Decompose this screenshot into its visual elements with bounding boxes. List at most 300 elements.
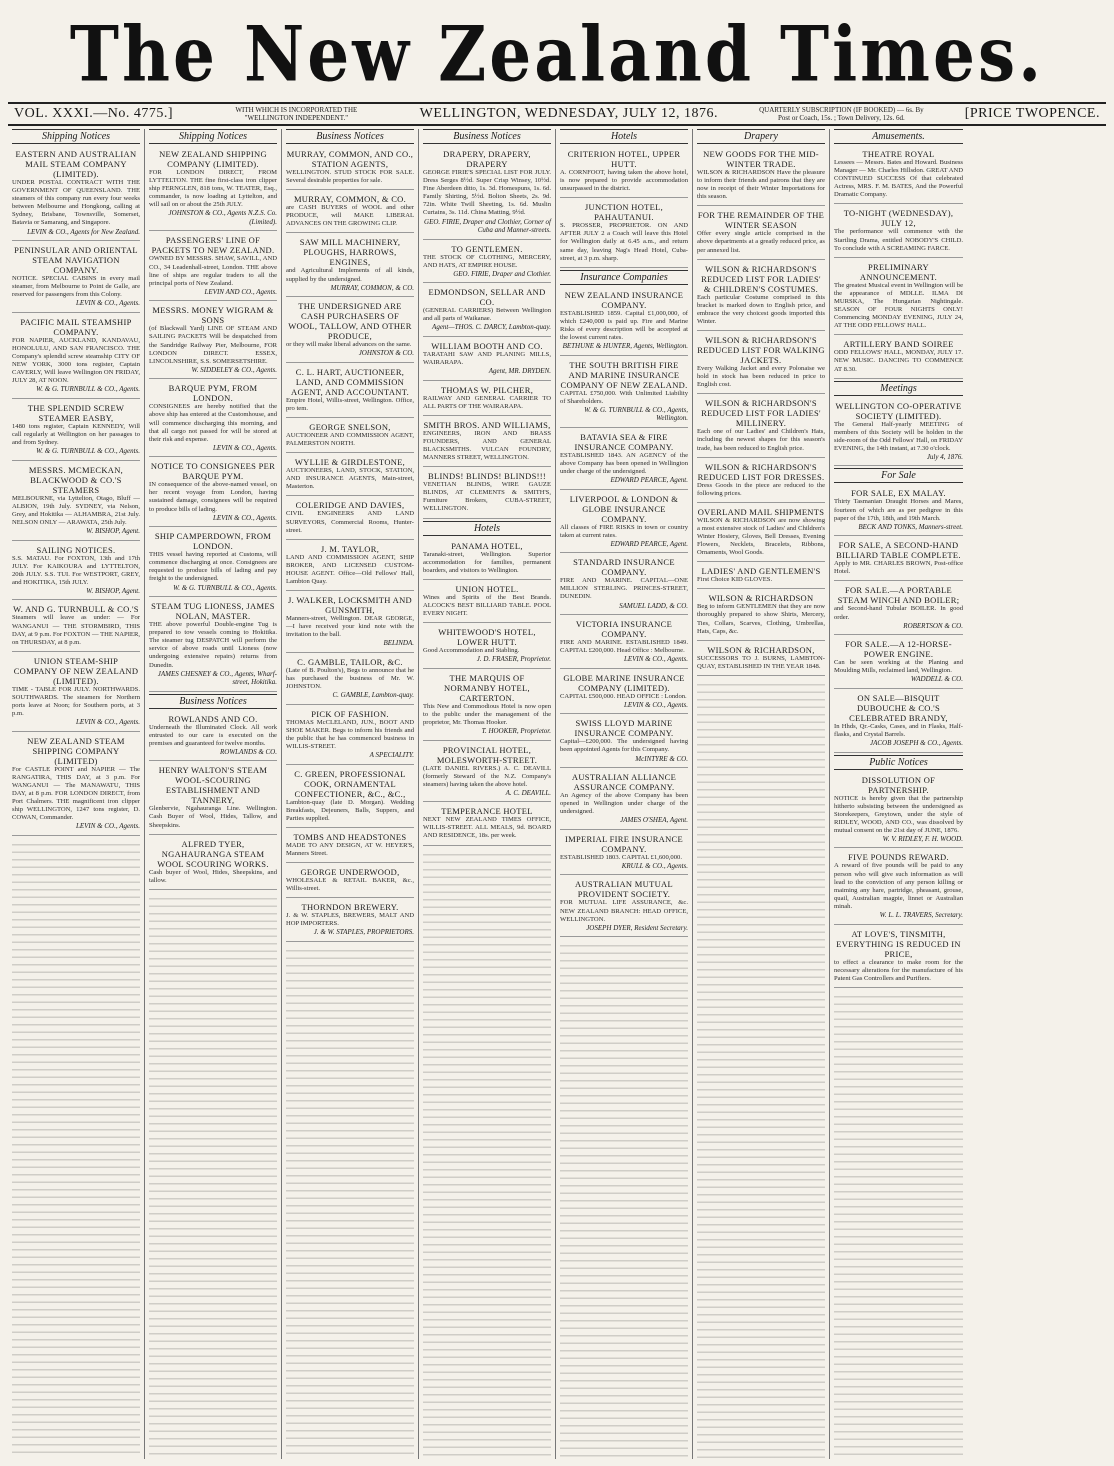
section-heading: Amusements. <box>834 129 963 144</box>
ad-body: FIRE AND MARINE. CAPITAL—ONE MILLION STERLING. PRINCES-STREET, DUNEDIN. <box>560 577 688 601</box>
advertisement <box>12 243 140 313</box>
ad-body: FOR MUTUAL LIFE ASSURANCE, &c. NEW ZEALAND BRANCH: HEAD OFFICE, WELLINGTON. <box>560 899 688 923</box>
advertisement <box>697 262 825 331</box>
section-heading: Hotels <box>560 129 688 144</box>
ad-title: J. M. TAYLOR, <box>320 543 380 554</box>
ad-signature: McINTYRE & CO. <box>635 754 688 763</box>
ad-title: NOTICE TO CONSIGNEES PER BARQUE PYM. <box>150 461 276 482</box>
ad-signature: LEVIN & CO., Agents. <box>623 655 688 664</box>
ad-body: Manners-street, Wellington. DEAR GEORGE,—I have received your kind note with the invitation to the ball. <box>286 615 414 639</box>
ad-body: CONSIGNEES are hereby notified that the above ship has entered at the Customhouse, and will commence discharging this morning, and that all cargo not passed for will be stored at their risk and expense. <box>149 403 277 443</box>
masthead <box>8 10 1106 100</box>
ad-title: FOR SALE.—A PORTABLE STEAM WINCH AND BOILER; <box>837 585 960 606</box>
advertisement <box>149 459 277 527</box>
advertisement <box>423 383 551 416</box>
ad-body: The greatest Musical event in Wellington will be the appearance of MDLLE. ILMA DI MURSKA, The Hungarian Nightingale. SEASON OF FOUR NIGHTS ONLY! Commencing MONDAY EVENING, JULY 24, AT THE ODD FELLOWS' HALL. <box>834 281 963 330</box>
ad-body: CIVIL ENGINEERS AND LAND SURVEYORS, Commercial Rooms, Hunter-street. <box>286 510 414 534</box>
advertisement <box>286 542 414 591</box>
ad-title: WILSON & RICHARDSON'S REDUCED LIST FOR LADIES' MILLINERY. <box>701 398 821 429</box>
advertisement <box>423 469 551 518</box>
ad-body: (of Blackwall Yard) LINE OF STEAM AND SAILING PACKETS Will be despatched from the Sandridge Railway Pier, Melbourne, FOR LONDON DIRECT. ESSEX, LINCOLNSHIRE, S.S. SOMERSETSHIRE. <box>149 325 277 365</box>
column-4 <box>419 129 556 1459</box>
ad-title: THEATRE ROYAL <box>862 149 935 159</box>
ad-title: FOR SALE, EX MALAY. <box>851 488 946 499</box>
ad-body: are CASH BUYERS of WOOL and other PRODUCE, will MAKE LIBERAL ADVANCES ON THE GROWING CLIP. <box>286 204 414 228</box>
column-filler-text <box>697 678 825 1459</box>
ad-body: An Agency of the above Company has been opened in Wellington under charge of the undersigned. <box>560 792 688 816</box>
advertisement <box>12 401 140 461</box>
ad-title: THORNDON BREWERY. <box>301 902 399 913</box>
ad-title: WILSON & RICHARDSON'S REDUCED LIST FOR WALKING JACKETS. <box>697 335 825 366</box>
ad-body: For CASTLE POINT and NAPIER — The RANGATIRA, THIS DAY, at 3 p.m. For WANGANUI — The MANAWATU, THIS DAY, at 8 p.m. FOR LONDON DIRECT, from Port Chalmers. THE magnificent iron clipper ship WELLINGTON, 1247 tons register, D. COWAN, Commander. <box>12 765 140 822</box>
ad-title: EDMONDSON, SELLAR AND CO. <box>428 287 546 308</box>
advertisement <box>149 233 277 301</box>
advertisement <box>286 498 414 539</box>
ad-title: EASTERN AND AUSTRALIAN MAIL STEAM COMPANY (LIMITED). <box>15 149 137 179</box>
advertisement <box>560 716 688 768</box>
newspaper-title: The New Zealand Times. <box>69 10 1045 99</box>
advertisement <box>149 529 277 597</box>
column-3 <box>282 129 419 1459</box>
advertisement <box>286 420 414 453</box>
ad-title: ARTILLERY BAND SOIREE <box>843 339 954 350</box>
ad-body: Underneath the Illuminated Clock. All work entrusted to our care is executed on the premises and guaranteed for twelve months. <box>149 723 277 747</box>
ad-signature: W. V. RIDLEY, F. H. WOOD. <box>882 834 963 843</box>
ad-title: THOMAS W. PILCHER, <box>440 384 534 395</box>
ad-body: AUCTIONEER AND COMMISSION AGENT, PALMERSTON NORTH. <box>286 431 414 448</box>
ad-body: ESTABLISHED 1803. CAPITAL £1,600,000. <box>560 853 682 861</box>
ad-body: Good Accommodation and Stabling. <box>423 647 520 655</box>
ad-signature: WADDELL & CO. <box>910 675 963 684</box>
ad-title: MURRAY, COMMON, & CO. <box>293 194 407 205</box>
ad-signature: A SPECIALITY. <box>369 751 414 759</box>
advertisement <box>286 865 414 898</box>
advertisement <box>149 303 277 379</box>
ad-title: W. AND G. TURNBULL & CO.'S <box>13 604 139 615</box>
ad-signature: JAMES O'SHEA, Agent. <box>620 816 688 825</box>
advertisement <box>12 602 140 651</box>
ad-body: Steamers will leave as under: — For WANGANUI — THE STORMBIRD, THIS DAY, at 9 p.m. For FOXTON — THE NAPIER, on THURSDAY, at 8 p.m. <box>12 614 140 646</box>
ad-title: WILSON & RICHARDSON'S REDUCED LIST FOR DRESSES. <box>697 461 825 482</box>
advertisement <box>286 593 414 653</box>
ad-signature: W. & G. TURNBULL & CO., Agents. <box>36 385 140 394</box>
ad-title: PASSENGERS' LINE OF PACKETS TO NEW ZEALAND. <box>151 235 275 256</box>
ad-signature: LEVIN & CO., Agents. <box>75 718 140 727</box>
ad-signature: LEVIN & CO., Agents. <box>75 822 140 831</box>
ad-title: BARQUE PYM, FROM LONDON. <box>168 383 258 404</box>
advertisement <box>697 643 825 676</box>
ad-body: The General Half-yearly MEETING of members of this Society will be holden in the side-room of the Odd Fellows' Hall, on FRIDAY EVENING, the 14th instant, at 7.30 o'clock. <box>834 420 963 452</box>
publication-date: WELLINGTON, WEDNESDAY, JULY 12, 1876. <box>419 106 719 121</box>
ad-body: 1480 tons register, Captain KENNEDY, Will call regularly at Wellington on her passages to and from Sydney. <box>12 422 140 447</box>
newspaper-columns <box>8 129 1106 1459</box>
ad-body: WELLINGTON. STUD STOCK FOR SALE. Several desirable properties for sale. <box>286 169 414 185</box>
ad-signature: C. GAMBLE, Lambton-quay. <box>332 691 414 700</box>
advertisement <box>834 206 963 257</box>
advertisement <box>834 399 963 467</box>
ad-body: FOR LONDON DIRECT, FROM LYTTELTON. THE fine first-class iron clipper ship FERNGLEN, 818 tons, W. TEATER, Esq., commander, is now loading at Lyttelton, and will sail on or about the 25th JULY. <box>149 169 277 209</box>
advertisement <box>423 582 551 623</box>
ad-signature: JACOB JOSEPH & CO., Agents. <box>870 739 963 747</box>
ad-title: DISSOLUTION OF PARTNERSHIP. <box>861 774 936 795</box>
section-heading: Business Notices <box>423 129 551 144</box>
ad-body: THE STOCK OF CLOTHING, MERCERY, AND HATS, AT EMPIRE HOUSE. <box>423 253 551 269</box>
dateline-bar <box>8 102 1106 126</box>
ad-title: PROVINCIAL HOTEL, MOLESWORTH-STREET. <box>436 744 538 765</box>
advertisement <box>697 396 825 457</box>
advertisement <box>286 830 414 863</box>
column-filler-text <box>423 848 551 1459</box>
ad-title: MESSRS. MCMECKAN, BLACKWOOD & CO.'S STEAMERS <box>28 464 124 495</box>
section-heading: Shipping Notices <box>149 129 277 144</box>
section-heading: For Sale <box>834 468 963 483</box>
ad-title: J. WALKER, LOCKSMITH AND GUNSMITH, <box>288 595 412 616</box>
advertisement <box>560 832 688 876</box>
ad-signature: W. & G. TURNBULL & CO., Agents. <box>173 583 277 592</box>
ad-body: First Choice KID GLOVES. <box>697 576 773 584</box>
ad-body: Lambton-quay (late D. Morgan). Wedding Breakfasts, Dejeuners, Balls, Suppers, and Parties supplied. <box>286 798 414 822</box>
advertisement <box>423 418 551 467</box>
advertisement <box>423 671 551 741</box>
ad-title: NEW ZEALAND INSURANCE COMPANY. <box>564 289 684 310</box>
ad-signature: GEO. FIRIE, Draper and Clothier, Corner of Cuba and Manner-streets. <box>424 217 551 235</box>
incorporation-note: WITH WHICH IS INCORPORATED THE "WELLINGTON INDEPENDENT." <box>235 106 358 122</box>
section-heading: Public Notices <box>834 755 963 770</box>
ad-signature: BELINDA. <box>383 639 414 648</box>
ad-title: UNION STEAM-SHIP COMPANY OF NEW ZEALAND (LIMITED). <box>13 655 139 686</box>
ad-signature: LEVIN AND CO., Agents. <box>204 287 277 296</box>
column-1 <box>8 129 145 1459</box>
advertisement <box>12 463 140 541</box>
ad-body: ODD FELLOWS' HALL, MONDAY, JULY 17. NEW MUSIC. DANCING TO COMMENCE AT 8.30. <box>834 349 963 373</box>
advertisement <box>286 299 414 363</box>
advertisement <box>560 430 688 490</box>
ad-title: STEAM TUG LIONESS, JAMES NOLAN, MASTER. <box>151 601 275 622</box>
ad-title: UNION HOTEL. <box>455 583 519 594</box>
advertisement <box>560 358 688 428</box>
ad-title: NEW ZEALAND SHIPPING COMPANY (LIMITED). <box>159 149 267 169</box>
ad-body: S. PROSSER, PROPRIETOR. ON AND AFTER JULY 2 a Coach will leave this Hotel for Wellington daily at 6.45 a.m., and return same day, leaving Nag's Head Hotel, Cuba-street, at 3 p.m. sharp. <box>560 222 688 262</box>
ad-body: Every Walking Jacket and every Polonaise we hold in stock has been reduced in price to English cost. <box>697 365 825 389</box>
advertisement <box>834 691 963 753</box>
ad-signature: JOHNSTON & CO. <box>358 349 414 358</box>
ad-body: VENETIAN BLINDS, WIRE GAUZE BLINDS, AT CLEMENTS & SMITH'S, Furniture Brokers, CUBA-STREET, WELLINGTON. <box>423 481 551 513</box>
ad-title: BATAVIA SEA & FIRE INSURANCE COMPANY. <box>574 431 674 452</box>
ad-title: TO GENTLEMEN. <box>451 243 523 254</box>
ad-body: and Second-hand Tubular BOILER. In good order. <box>834 605 963 621</box>
ad-body: FOR NAPIER, AUCKLAND, KANDAVAU, HONOLULU, AND SAN FRANCISCO. THE Company's splendid screw steamship CITY OF NEW YORK, 3000 tons register, Captain CAVERLY, Will leave Wellington ON FRIDAY, JULY 28, AT NOON. <box>12 336 140 385</box>
column-filler-text <box>560 939 688 1459</box>
ad-body: NEXT NEW ZEALAND TIMES OFFICE, WILLIS-STREET. ALL MEALS, 9d. BOARD AND RESIDENCE, 18s. per week. <box>423 816 551 840</box>
ad-body: WILSON & RICHARDSON are now showing a most extensive stock of Ladies' and Children's Winter Hosiery, Gloves, Bell Dresses, Evening Flowers, Necklets, Bracelets, Ribbons, Ornaments, Wool Goods. <box>697 516 825 557</box>
advertisement <box>697 147 825 206</box>
ad-signature: KRULL & CO., Agents. <box>621 861 688 870</box>
ad-signature: ROBERTSON & CO. <box>903 621 963 630</box>
column-filler-text <box>286 944 414 1459</box>
ad-title: BLINDS! BLINDS! BLINDS!!! <box>428 471 546 482</box>
advertisement <box>286 455 414 496</box>
ad-body: ENGINEERS, IRON AND BRASS FOUNDERS, AND GENERAL BLACKSMITHS. VULCAN FOUNDRY, MANNERS STREET, WELLINGTON. <box>423 429 551 462</box>
ad-title: DRAPERY, DRAPERY, DRAPERY <box>443 149 531 169</box>
advertisement <box>286 655 414 705</box>
advertisement <box>834 260 963 336</box>
advertisement <box>834 486 963 536</box>
ad-body: TARATAHI SAW AND PLANING MILLS, WAIRARAPA. <box>423 350 551 367</box>
ad-body: Each one of our Ladies' and Children's Hats, including the newest shapes for this season's trade, has been reduced to English price. <box>697 428 825 452</box>
ad-title: MURRAY, COMMON, AND CO., STATION AGENTS, <box>286 149 414 169</box>
advertisement <box>12 315 140 399</box>
ad-title: LADIES' AND GENTLEMEN'S <box>701 566 821 577</box>
advertisement <box>149 599 277 692</box>
ad-signature: GEO. FIRIE, Draper and Clothier. <box>453 269 551 278</box>
ad-body: AUCTIONEERS, LAND, STOCK, STATION, AND INSURANCE AGENTS, Main-street, Masterton. <box>286 467 414 491</box>
ad-body: THOMAS McCLELAND, JUN., BOOT AND SHOE MAKER. Begs to inform his friends and the public that he has commenced business in WILLIS-STREET. <box>286 718 414 750</box>
advertisement <box>423 339 551 381</box>
advertisement <box>286 147 414 190</box>
column-filler-text <box>12 838 140 1459</box>
advertisement <box>834 147 963 204</box>
advertisement <box>423 285 551 337</box>
advertisement <box>149 381 277 457</box>
ad-title: NEW ZEALAND STEAM SHIPPING COMPANY (LIMITED) <box>27 735 125 766</box>
ad-signature: J. & W. STAPLES, PROPRIETORS. <box>313 928 414 937</box>
advertisement <box>697 333 825 394</box>
ad-body: (GENERAL CARRIERS) Between Wellington and all parts of Waikanae. <box>423 307 551 323</box>
advertisement <box>560 492 688 554</box>
ad-signature: W. & G. TURNBULL & CO., Agents. <box>36 447 140 456</box>
section-heading: Business Notices <box>286 129 414 144</box>
ad-body: NOTICE. SPECIAL CABINS in every mail steamer, from Melbourne to Point de Galle, are reserved for passengers from this Colony. <box>12 275 140 299</box>
advertisement <box>423 242 551 284</box>
advertisement <box>697 564 825 589</box>
advertisement <box>423 147 551 240</box>
column-filler-text <box>834 990 963 1459</box>
advertisement <box>834 337 963 378</box>
section-heading: Hotels <box>423 521 551 536</box>
ad-title: LIVERPOOL & LONDON & GLOBE INSURANCE COMPANY. <box>569 493 679 524</box>
ad-title: FOR SALE.—A 12-HORSE-POWER ENGINE. <box>845 639 952 660</box>
advertisement <box>149 763 277 834</box>
ad-title: THE SOUTH BRITISH FIRE AND MARINE INSURANCE COMPANY OF NEW ZEALAND. <box>560 359 688 390</box>
advertisement <box>286 900 414 942</box>
ad-body: Beg to inform GENTLEMEN that they are now thoroughly prepared to show Shirts, Mercery, Ties, Collars, Scarves, Clothing, Umbrellas, Hats, Caps, &c. <box>697 603 825 635</box>
ad-body: Capital—£200,000. The undersigned having been appointed Agents for this Company. <box>560 738 688 754</box>
ad-title: COLERIDGE AND DAVIES, <box>295 500 405 511</box>
advertisement <box>697 460 825 503</box>
subscription-note: QUARTERLY SUBSCRIPTION (IF BOOKED) — 6s. By Post or Coach, 15s. ; Town Delivery, 12s. 6d. <box>759 106 924 122</box>
ad-signature: JOHNSTON & CO., Agents N.Z.S. Co. (Limited). <box>168 209 277 226</box>
ad-title: C. GREEN, PROFESSIONAL COOK, ORNAMENTAL CONFECTIONER, &C., &C., <box>294 768 406 799</box>
ad-title: TO-NIGHT (WEDNESDAY), JULY 12, <box>843 208 954 229</box>
ad-body: Taranaki-street, Wellington. Superior accommodation for families, permanent boarders, and visitors to Wellington. <box>423 550 551 574</box>
advertisement <box>834 927 963 988</box>
volume-number: VOL. XXXI.—No. 4775.] <box>14 106 174 121</box>
ad-signature: W. BISHOP, Agent. <box>86 586 140 595</box>
ad-title: WILSON & RICHARDSON'S REDUCED LIST FOR LADIES' & CHILDREN'S COSTUMES. <box>701 263 821 294</box>
ad-body: (Late of B. Poulton's), Begs to announce that he has purchased the business of Mr. W. JOHNSTON. <box>286 666 414 691</box>
ad-body: Apply to MR. CHARLES BROWN, Post-office Hotel. <box>834 560 963 576</box>
ad-title: PANAMA HOTEL, <box>451 540 523 551</box>
ad-body: MELBOURNE, via Lyttelton, Otago, Bluff — ALBION, 19th July. SYDNEY, via Nelson, Grey, and Hokitika — ALHAMBRA, 21st July. NELSON ONLY — ARAWATA, 25th July. <box>12 494 140 526</box>
advertisement <box>834 850 963 924</box>
ad-body: TIME - TABLE FOR JULY. NORTHWARDS. SOUTHWARDS. The steamers for Northern ports leave at Noon; for Southern ports, at 3 p.m. <box>12 685 140 718</box>
ad-body: Glenbervie, Ngahauranga Line. Wellington. Cash Buyer of Wool, Hides, Tallow, and Sheepskins. <box>149 805 277 829</box>
ad-signature: A. C. DEAVILL. <box>505 788 551 797</box>
ad-signature: T. HOOKER, Proprietor. <box>481 727 551 735</box>
ad-title: VICTORIA INSURANCE COMPANY. <box>575 619 673 640</box>
advertisement <box>12 654 140 732</box>
advertisement <box>423 743 551 803</box>
ad-title: ROWLANDS AND CO. <box>168 713 258 724</box>
ad-title: NEW GOODS FOR THE MID-WINTER TRADE. <box>703 149 819 169</box>
advertisement <box>560 555 688 615</box>
ad-title: AUSTRALIAN ALLIANCE ASSURANCE COMPANY. <box>571 772 677 793</box>
ad-title: JUNCTION HOTEL, PAHAUTANUI. <box>584 202 664 223</box>
ad-body: OWNED BY MESSRS. SHAW, SAVILL, AND CO., 34 Leadenhall-street, London. THE above line of ships are regular traders to all the principal ports of New Zealand. <box>149 255 277 287</box>
ad-title: ALFRED TYER, NGAHAURANGA STEAM WOOL SCOURING WORKS. <box>157 838 269 869</box>
ad-signature: LEVIN & CO., Agents for New Zealand. <box>27 227 140 236</box>
ad-signature: Agent, MR. DRYDEN. <box>488 367 551 376</box>
ad-signature: JAMES CHESNEY & CO., Agents, Wharf-street, Hokitika. <box>157 669 277 687</box>
ad-signature: BECK AND TONKS, Manners-street. <box>858 522 963 531</box>
ad-body: WILSON & RICHARDSON Have the pleasure to inform their friends and patrons that they are now in receipt of their Winter Importations for this season. <box>697 169 825 201</box>
advertisement <box>697 591 825 640</box>
ad-title: C. L. HART, AUCTIONEER, LAND, AND COMMISSION AGENT, AND ACCOUNTANT. <box>291 366 409 397</box>
ad-body: UNDER POSTAL CONTRACT WITH THE GOVERNMENT OF QUEENSLAND. THE steamers of this company run every four weeks between Melbourne and Hongkong, calling at Sydney, Brisbane, Townsville, Somerset, Batavia or Samarang, and Singapore. <box>12 179 140 227</box>
ad-body: S.S. MATAU. For FOXTON, 13th and 17th JULY. For KAIKOURA and LYTTELTON, 20th JULY. S.S. TUI. For WESTPORT, GREY, and HOKITIKA, 15th JULY. <box>12 554 140 586</box>
ad-body: CAPITAL £500,000. HEAD OFFICE : London. <box>560 692 687 700</box>
ad-title: CRITERION HOTEL, UPPER HUTT. <box>567 149 681 169</box>
ad-title: WYLLIE & GIRDLESTONE, <box>294 457 406 468</box>
ad-body: ESTABLISHED 1843. AN AGENCY of the above Company has been opened in Wellington under charge of the undersigned. <box>560 451 688 475</box>
ad-body: FIRE AND MARINE. ESTABLISHED 1849. CAPITAL £200,000. Head Office : Melbourne. <box>560 639 688 655</box>
advertisement <box>560 877 688 937</box>
ad-title: HENRY WALTON'S STEAM WOOL-SCOURING ESTABLISHMENT AND TANNERY, <box>158 765 268 806</box>
ad-title: WILSON & RICHARDSON, <box>707 644 815 655</box>
ad-body: IN consequence of the above-named vessel, on her recent voyage from London, having sustained damage, consignees will be required to produce bills of lading. <box>149 481 277 513</box>
advertisement <box>560 288 688 356</box>
ad-signature: BETHUNE & HUNTER, Agents, Wellington. <box>562 342 688 351</box>
advertisement <box>149 147 277 231</box>
ad-body: RAILWAY AND GENERAL CARRIER TO ALL PARTS OF THE WAIRARAPA. <box>423 394 551 410</box>
ad-title: OVERLAND MAIL SHIPMENTS <box>697 506 825 517</box>
column-6 <box>693 129 830 1459</box>
ad-title: IMPERIAL FIRE INSURANCE COMPANY. <box>564 833 684 854</box>
ad-body: Lessees — Messrs. Bates and Howard. Business Manager — Mr. Charles Hillsdon. GREAT AND CONTINUED SUCCESS Of that celebrated Actress, MRS. F. M. BATES, And the Powerful Dramatic Company. <box>834 159 963 199</box>
ad-signature: W. & G. TURNBULL & CO., Agents, Wellington. <box>584 405 688 423</box>
advertisement <box>12 147 140 241</box>
ad-body: Can be seen working at the Planing and Moulding Mills, reclaimed land, Wellington. <box>834 659 963 675</box>
advertisement <box>149 837 277 890</box>
advertisement <box>560 671 688 715</box>
ad-body: All classes of FIRE RISKS in town or country taken at current rates. <box>560 523 688 539</box>
advertisement <box>149 712 277 762</box>
ad-title: TOMBS AND HEADSTONES <box>293 831 407 842</box>
column-2 <box>145 129 282 1459</box>
ad-body: THIS vessel having reported at Customs, will commence discharging at once. Consignees are requested to produce bills of lading and pay freight to the undersigned. <box>149 551 277 583</box>
ad-title: FOR THE REMAINDER OF THE WINTER SEASON <box>697 210 825 231</box>
ad-body: The performance will commence with the Startling Drama, entitled NOBODY'S CHILD. To conclude with A SCREAMING FARCE. <box>834 228 963 252</box>
ad-body: Empire Hotel, Willis-street, Wellington. Office, pro tem. <box>286 396 414 412</box>
ad-body: This New and Commodious Hotel is now open to the public under the management of the proprietor, Mr. Thomas Hooker. <box>423 702 551 726</box>
ad-title: THE MARQUIS OF NORMANBY HOTEL, CARTERTON. <box>444 672 530 703</box>
advertisement <box>12 543 140 601</box>
ad-body: J. & W. STAPLES, BREWERS, MALT AND HOP IMPORTERS. <box>286 912 414 928</box>
advertisement <box>423 539 551 580</box>
ad-body: SUCCESSORS TO J. BURNS, LAMBTON-QUAY, ESTABLISHED IN THE YEAR 1848. <box>697 654 825 670</box>
ad-title: MESSRS. MONEY WIGRAM & SONS <box>152 305 274 326</box>
advertisement <box>286 192 414 233</box>
ad-title: GLOBE MARINE INSURANCE COMPANY (LIMITED). <box>563 672 685 693</box>
ad-signature: EDWARD PEARCE, Agent. <box>610 476 688 485</box>
advertisement <box>423 804 551 845</box>
ad-body: Thirty Tasmanian Draught Horses and Mares, fourteen of which are as per pedigree in this paper of the 17th, 18th, and 19th March. <box>834 498 963 522</box>
ad-body: CAPITAL £750,000. With Unlimited Liability of Shareholders. <box>560 389 688 405</box>
ad-signature: July 4, 1876. <box>926 452 963 461</box>
ad-body: THE above powerful Double-engine Tug is prepared to tow vessels coming to Hokitika. The steamer tug DESPATCH will perform the service of above roads until Lioness (now undergoing extensive repairs) returns from Dunedin. <box>149 621 277 669</box>
ad-title: FOR SALE, A SECOND-HAND BILLIARD TABLE COMPLETE. <box>836 540 961 561</box>
ad-title: GEORGE UNDERWOOD, <box>300 866 400 877</box>
ad-title: THE UNDERSIGNED ARE CASH PURCHASERS OF WOOL, TALLOW, AND OTHER PRODUCE, <box>288 301 412 342</box>
advertisement <box>286 767 414 828</box>
ad-body: Offer every single article comprised in the above departments at a greatly reduced price, as per annexed list. <box>697 230 825 254</box>
column-7 <box>830 129 967 1459</box>
ad-body: or they will make liberal advances on the same. <box>286 341 412 349</box>
section-heading: Business Notices <box>149 694 277 709</box>
ad-title: ON SALE—BISQUIT DUBOUCHE & CO.'S CELEBRATED BRANDY, <box>849 692 948 723</box>
ad-title: SWISS LLOYD MARINE INSURANCE COMPANY. <box>574 718 674 739</box>
ad-title: C. GAMBLE, TAILOR, &C. <box>297 656 403 667</box>
ad-signature: Agent—THOS. C. DARCY, Lambton-quay. <box>432 323 551 332</box>
ad-title: WHITEWOOD'S HOTEL, LOWER HUTT. <box>438 627 536 648</box>
ad-signature: MURRAY, COMMON, & CO. <box>330 283 414 292</box>
advertisement <box>834 583 963 635</box>
ad-title: FIVE POUNDS REWARD. <box>848 852 949 863</box>
ad-body: (LATE DANIEL RIVERS.) A. C. DEAVILL (formerly Steward of the N.Z. Company's steamers) having taken the above hotel. <box>423 764 551 788</box>
advertisement <box>286 707 414 765</box>
section-heading: Drapery <box>697 129 825 144</box>
ad-body: In Hhds, Qr.-Casks, Cases, and in Flasks, Half-flasks, and Crystal Barrels. <box>834 722 963 738</box>
ad-signature: LEVIN & CO., Agents. <box>75 299 140 308</box>
advertisement <box>697 208 825 259</box>
ad-body: Dress Goods in the piece are reduced to the following prices. <box>697 481 825 497</box>
advertisement <box>286 365 414 418</box>
section-heading: Insurance Companies <box>560 270 688 285</box>
ad-signature: LEVIN & CO., Agents. <box>623 700 688 709</box>
ad-body: GEORGE FIRIE'S SPECIAL LIST FOR JULY. Dress Serges 8½d. Super Crisp Winsey, 10½d. Fine Aberdeen ditto, 1s. 3d. Homespuns, 1s. 6d. Family Shirting, 5½d. Bolton Sheets, 2s. 9d. 72in. White Twill Sheeting, 1s. 6d. Muslin Curtains, 3s. 11d. China Matting, 9½d. <box>423 169 551 217</box>
ad-body: to effect a clearance to make room for the necessary alterations for the manufacture of his Patent Gas Controllers and Purifiers. <box>834 958 963 982</box>
advertisement <box>834 538 963 581</box>
section-heading: Meetings <box>834 381 963 396</box>
ad-signature: W. SIDDELEY & CO., Agents. <box>191 365 277 374</box>
advertisement <box>697 505 825 562</box>
ad-signature: LEVIN & CO., Agents. <box>212 443 277 452</box>
ad-title: AT LOVE'S, TINSMITH, EVERYTHING IS REDUCED IN PRICE, <box>836 928 961 959</box>
advertisement <box>560 770 688 830</box>
ad-body: MADE TO ANY DESIGN, AT W. HEYER'S, Manners Street. <box>286 841 414 857</box>
ad-signature: SAMUEL LADD, & CO. <box>619 601 688 610</box>
ad-title: PRELIMINARY ANNOUNCEMENT. <box>859 261 938 282</box>
ad-title: TEMPERANCE HOTEL <box>441 806 533 817</box>
advertisement <box>12 734 140 836</box>
ad-title: THE SPLENDID SCREW STEAMER EASBY, <box>27 402 125 423</box>
ad-signature: W. BISHOP, Agent. <box>86 527 140 536</box>
advertisement <box>560 147 688 198</box>
ad-body: NOTICE is hereby given that the partnership hitherto subsisting between the undersigned as Storekeepers, Greytown, under the style of RIDLEY, WOOD, AND CO., was dissolved by mutual consent on the 21st day of JUNE, 1876. <box>834 794 963 834</box>
ad-body: Cash buyer of Wool, Hides, Sheepskins, and tallow. <box>149 868 277 884</box>
ad-title: PICK OF FASHION. <box>311 708 389 719</box>
column-5 <box>556 129 693 1459</box>
